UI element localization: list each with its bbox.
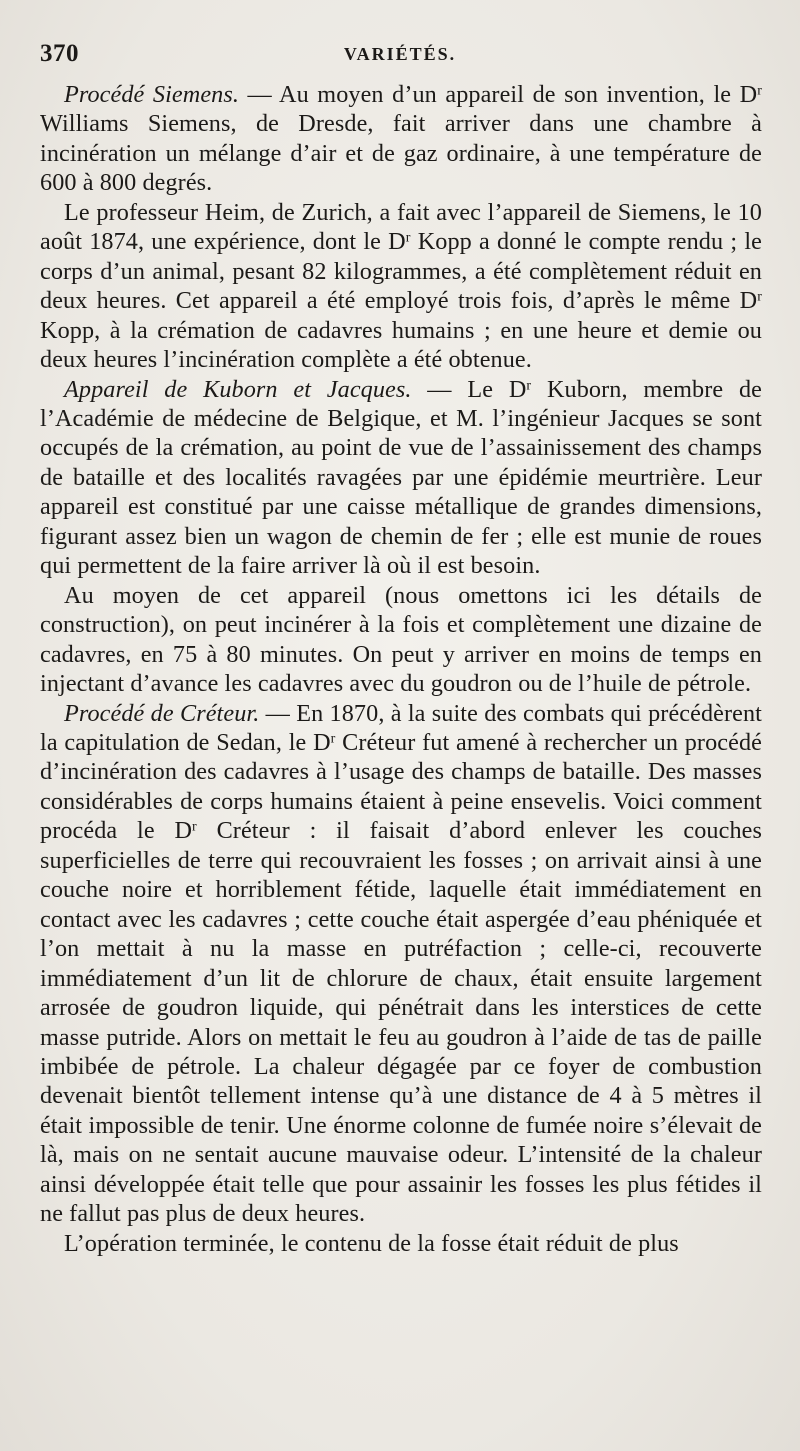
paragraph — [40, 375, 762, 581]
paragraph-text: Le professeur Heim, de Zurich, a fait avec l’appareil de Siemens, le 10 août 1874, une expérience, dont le $D^r$ Kopp a donné le compte rendu ; le corps d’un animal, pesant 82 kilogrammes, a été complètement réduit en deux heures. Cet appareil a été employé trois fois, d’après le même $D^r$ Kopp, à la crémation de cadavres humains ; en une heure et demie ou deux heures l’incinération complète a été obtenue. — [40, 198, 763, 374]
section-lead: Procédé de Créteur. — [64, 699, 260, 727]
paragraph — [40, 1229, 762, 1258]
page-number: 370 — [40, 40, 79, 67]
paragraph-text: L’opération terminée, le contenu de la fosse était réduit de plus — [64, 1229, 679, 1257]
paragraph-text: — En 1870, à la suite des combats qui précédèrent la capitulation de Sedan, le $D^r$ Créteur fut amené à rechercher un procédé d’incinération des cadavres à l’usage des champs de bataille. Des masses considérables de corps humains étaient à peine ensevelis. Voici comment procéda le $D^r$ Créteur : il faisait d’abord enlever les couches superficielles de terre qui recouvraient les fosses ; on arrivait ainsi à une couche noire et horriblement fétide, laquelle était immédiatement en contact avec les cadavres ; cette couche était aspergée d’eau phéniquée et l’on mettait à nu la masse en putréfaction ; celle-ci, recouverte immédiatement d’un lit de chlorure de chaux, était ensuite largement arrosée de goudron liquide, qui pénétrait dans les interstices de cette masse putride. Alors on mettait le feu au goudron à l’aide de tas de paille imbibée de pétrole. La chaleur dégagée par ce foyer de combustion devenait bientôt tellement intense qu’à une distance de 4 à 5 mètres il était impossible de tenir. Une énorme colonne de fumée noire s’élevait de là, mais on ne sentait aucune mauvaise odeur. L’intensité de la chaleur ainsi développée était telle que pour assainir les fosses les plus fétides il ne fallut pas plus de deux heures. — [40, 699, 763, 1228]
section-lead: Appareil de Kuborn et Jacques. — [64, 375, 412, 403]
section-lead: Procédé Siemens. — [64, 81, 240, 108]
paragraph — [40, 581, 762, 699]
paragraph-text: Au moyen de cet appareil (nous omettons ici les détails de construction), on peut incinérer à la fois et complètement une dizaine de cadavres, en 75 à 80 minutes. On peut y arriver en moins de temps en injectant d’avance les cadavres avec du goudron ou de l’huile de pétrole. — [40, 581, 762, 698]
body-text — [40, 80, 762, 1258]
paragraph-text: — Au moyen d’un appareil de son invention, le $D^r$ Williams Siemens, de Dresde, fait arriver dans une chambre à incinération un mélange d’air et de gaz ordinaire, à une température de 600 à 800 degrés. — [40, 81, 762, 197]
paragraph-text: — Le $D^r$ Kuborn, membre de l’Académie de médecine de Belgique, et M. l’ingénieur Jacques se sont occupés de la crémation, au point de vue de l’assainissement des champs de bataille et des localités ravagées par une épidémie meurtrière. Leur appareil est constitué par une caisse métallique de grandes dimensions, figurant assez bien un wagon de chemin de fer ; elle est munie de roues qui permettent de la faire arriver là où il est besoin. — [40, 375, 762, 580]
paragraph — [40, 80, 762, 198]
running-title: VARIÉTÉS. — [343, 44, 457, 64]
paragraph — [40, 198, 762, 375]
page-header — [40, 38, 760, 72]
paragraph — [40, 699, 762, 1229]
